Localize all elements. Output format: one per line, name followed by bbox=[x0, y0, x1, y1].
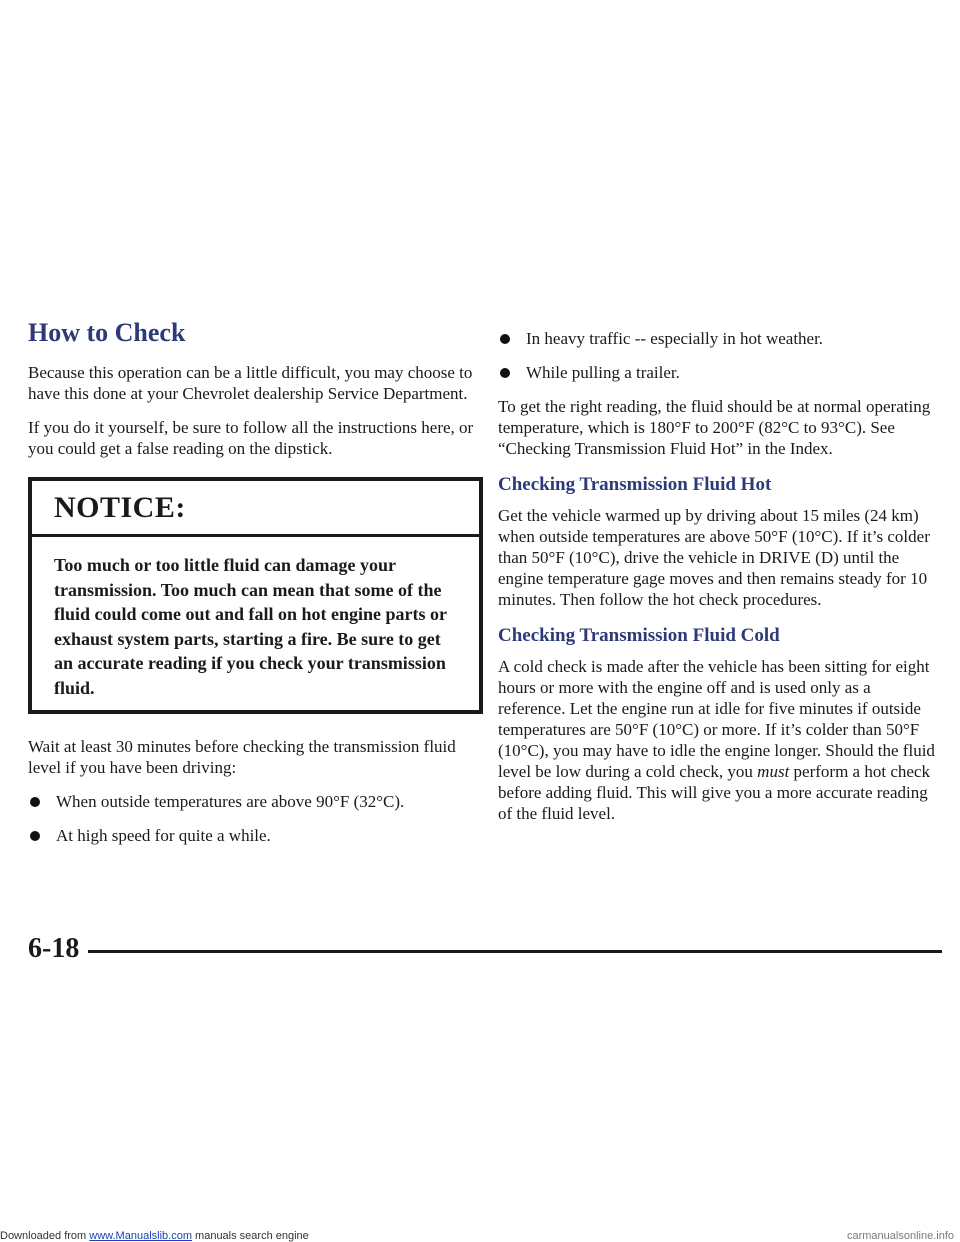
cold-check-text-start: A cold check is made after the vehicle has been sitting for eight hours or more with the engine off and is used only as a reference. Let the engine run at idle for five minutes if outside temperatures are 50°F (10°C) or more. If it’s colder than 50°F (10°C), you may have to idle the engine longer. Should the fluid level be low during a cold check, you bbox=[498, 657, 935, 781]
list-item bbox=[498, 328, 938, 349]
notice-text: Too much or too little fluid can damage your transmission. Too much can mean that some of the fluid could come out and fall on hot engine parts or exhaust system parts, starting a fire. Be sure to get an accurate reading if you check your transmission fluid. bbox=[54, 555, 447, 698]
list-item-text: While pulling a trailer. bbox=[526, 363, 680, 382]
cold-check-text-end: perform a hot check before adding fluid. This will give you a more accurate reading of the fluid level. bbox=[498, 762, 930, 823]
list-item bbox=[28, 825, 483, 846]
intro-paragraph: Because this operation can be a little difficult, you may choose to have this done at your Chevrolet dealership Service Department. bbox=[28, 363, 473, 403]
list-item-text: In heavy traffic -- especially in hot weather. bbox=[526, 329, 824, 348]
bullet-icon bbox=[500, 334, 510, 344]
cold-check-paragraph bbox=[498, 656, 938, 824]
footer-prefix: Downloaded from bbox=[0, 1230, 90, 1242]
notice-heading: NOTICE: bbox=[54, 491, 186, 524]
left-column bbox=[28, 316, 483, 859]
list-item-text: When outside temperatures are above 90°F (32°C). bbox=[56, 792, 405, 811]
manualslib-link[interactable]: www.Manualslib.com bbox=[89, 1230, 192, 1242]
bullet-icon bbox=[30, 797, 40, 807]
list-item bbox=[498, 362, 938, 383]
instructions-paragraph: If you do it yourself, be sure to follow all the instructions here, or you could get a false reading on the dipstick. bbox=[28, 418, 474, 458]
section-title: How to Check bbox=[28, 318, 186, 347]
list-item-text: At high speed for quite a while. bbox=[56, 826, 271, 845]
cold-check-emphasis: must bbox=[757, 762, 790, 781]
bullet-icon bbox=[500, 368, 510, 378]
list-item bbox=[28, 791, 483, 812]
cold-check-title: Checking Transmission Fluid Cold bbox=[498, 625, 780, 646]
footer-suffix: manuals search engine bbox=[191, 1230, 309, 1242]
footer-rule bbox=[88, 950, 942, 953]
page-number: 6-18 bbox=[28, 933, 80, 964]
operating-temp-paragraph: To get the right reading, the fluid should be at normal operating temperature, which is 180°F to 200°F (82°C to 93°C). See “Checking Transmission Fluid Hot” in the Index. bbox=[498, 397, 931, 458]
hot-check-paragraph: Get the vehicle warmed up by driving about 15 miles (24 km) when outside temperatures are above 50°F (10°C). If it’s colder than 50°F (10°C), drive the vehicle in DRIVE (D) until the engine temperature gage moves and then remains steady for 10 minutes. Then follow the hot check procedures. bbox=[498, 506, 930, 609]
wait-paragraph: Wait at least 30 minutes before checking the transmission fluid level if you have been driving: bbox=[28, 737, 456, 777]
notice-header bbox=[32, 481, 479, 537]
hot-check-title: Checking Transmission Fluid Hot bbox=[498, 474, 772, 495]
right-column bbox=[498, 316, 938, 837]
watermark: carmanualsonline.info bbox=[846, 1230, 954, 1242]
download-footer bbox=[0, 1230, 960, 1242]
bullet-icon bbox=[30, 831, 40, 841]
notice-box bbox=[28, 477, 483, 714]
